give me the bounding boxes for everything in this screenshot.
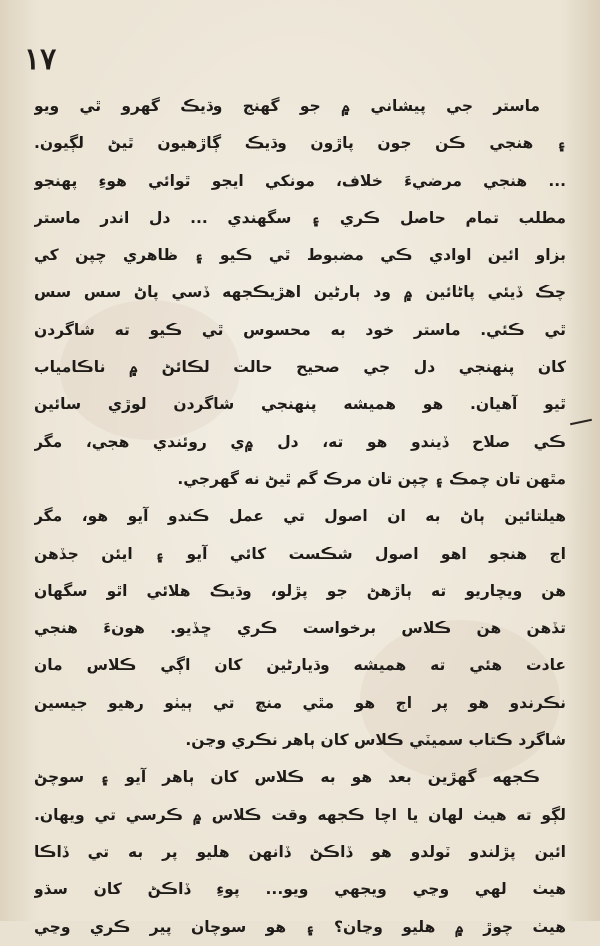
text-line: ۽ هنجي ڪن جون پاڙون وڌيڪ ڳاڙهيون ٿيڻ لڳيون. bbox=[34, 134, 566, 153]
text-line: هيٺ چوڙ ۾ هليو وڃان؟ ۽ هو سوچان پير ڪري وڃي bbox=[34, 917, 566, 936]
text-line: شاگرد ڪتاب سميٽي ڪلاس کان ٻاهر نڪري وڃن. bbox=[185, 731, 566, 750]
text-line: ٿي ڪئي. ماستر خود به محسوس ٿي ڪيو ته شاگردن bbox=[34, 320, 566, 339]
text-line: ماستر جي پيشاني ۾ جو گهنج وڌيڪ گهرو ٿي ويو bbox=[34, 97, 540, 115]
text-line: ٿيو آهيان. هو هميشه پنهنجي شاگردن لوڙي سائين bbox=[34, 395, 566, 414]
text-line: اڄ هنجو اهو اصول شڪست کائي آيو ۽ ايئن جڏهن bbox=[34, 544, 566, 563]
text-line: بزاو ائين اوادي ڪي مضبوط ٿي ڪيو ۽ ظاهري چپن کي bbox=[34, 246, 566, 265]
text-line: لڳو ته هيٺ لهان يا اچا ڪجهه وقت ڪلاس ۾ ڪرسي تي ويهان. bbox=[34, 805, 566, 824]
text-line: مٿهن تان چمڪ ۽ چپن تان مرڪ گم ٿيڻ نه گهرجي. bbox=[177, 469, 566, 488]
text-line: مطلب تمام حاصل ڪري ۽ سگهندي ... دل اندر ماستر bbox=[34, 208, 566, 227]
body-text bbox=[34, 88, 566, 946]
text-line: هيلتائين ٻاڻ به ان اصول تي عمل ڪندو آيو هو، مگر bbox=[34, 507, 566, 526]
text-line: ائين پڙلندو ٽولدو هو ڏاڪڻ ڏانهن هليو پر به تي ڏاڪا bbox=[34, 842, 566, 861]
text-line: ڪجهه گهڙين بعد هو به ڪلاس کان ٻاهر آيو ۽ سوچڻ bbox=[34, 768, 540, 787]
text-line: ڪي صلاح ڏيندو هو ته، دل ۾ي روئندي هجي، مگر bbox=[34, 432, 566, 451]
text-line: چڪ ڏيئي پاڻائين ۾ ود ٻارڻين اهڙيڪجهه ڏسي پاڻ سس سس bbox=[34, 283, 566, 302]
page-number: ١٧ bbox=[24, 42, 57, 77]
text-line: نڪرندو هو پر اڄ هو مٿي منچ تي ٻيٺو رهيو جيسين bbox=[34, 693, 566, 712]
text-line: هن ويچاريو ته ٻاڙهڻ جو پڙلو، وڌيڪ هلائي اٿو سگهان bbox=[34, 581, 566, 600]
margin-pen-mark bbox=[570, 419, 592, 426]
text-line: کان پنهنجي دل جي صحيح حالت لڪائڻ ۾ ناڪامياب bbox=[34, 358, 566, 377]
text-line: تڏهن هن ڪلاس برخواست ڪري ڇڏيو. هونءَ هنجي bbox=[34, 619, 566, 638]
text-line: عادت هئي ته هميشه وڌيارڻين کان اڳي ڪلاس مان bbox=[34, 656, 566, 675]
text-line: هيٺ لهي وڃي ويجهي ويو... پوءِ ڏاڪڻ کان سڌو bbox=[34, 880, 566, 899]
text-line: ... هنجي مرضيءَ خلاف، مونکي ايجو ٿوائي هوءِ پهنجو bbox=[34, 171, 566, 190]
